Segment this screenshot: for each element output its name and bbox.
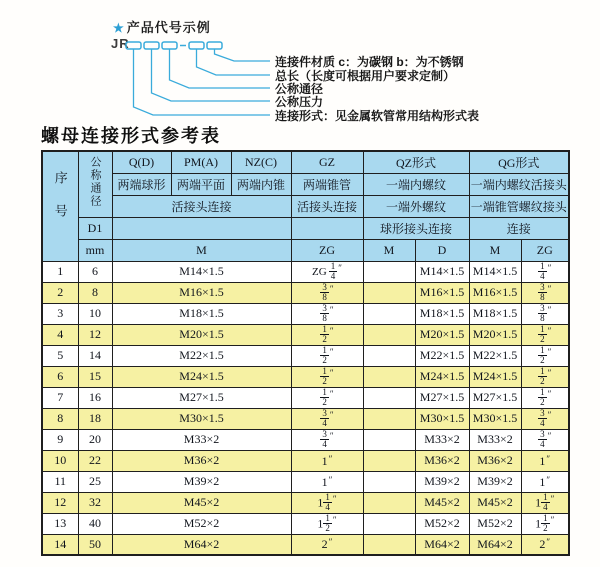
label-length: 总长（长度可根据用户要求定制） [275,69,456,83]
code-box-5 [207,42,222,49]
header-qg-m-label: M [469,239,521,261]
nut-connection-reference-table [41,150,570,556]
cell-seq: 11 [42,471,78,492]
cell-qz-d: M36×2 [415,450,469,471]
cell-seq: 8 [42,408,78,429]
header-m-label: M [112,239,291,261]
cell-m-thread: M27×1.5 [112,387,291,408]
cell-qg-zg: $\frac{1}{2}$ ″ [521,324,569,345]
cell-qz-d: M20×1.5 [415,324,469,345]
cell-m-thread: M16×1.5 [112,282,291,303]
cell-qg-zg: 1″ [521,450,569,471]
cell-gz-size: ZG $\frac{1}{4}$ ″ [291,261,363,282]
header-seq-text: 序号 [52,171,68,238]
header-pm-desc: 两端平面 [171,173,231,195]
cell-m-thread: M33×2 [112,429,291,450]
table-row [42,387,569,408]
cell-seq: 3 [42,303,78,324]
cell-dn: 12 [78,324,112,345]
cell-seq: 10 [42,450,78,471]
header-d1: D1 [78,217,112,239]
cell-qz-m [363,408,415,429]
cell-qz-m [363,387,415,408]
cell-qz-m [363,450,415,471]
cell-gz-size: 2″ [291,534,363,555]
table-row [42,303,569,324]
header-mm: mm [78,239,112,261]
cell-gz-size: $\frac{3}{4}$ ″ [291,429,363,450]
cell-gz-size: $\frac{3}{4}$ ″ [291,408,363,429]
cell-qg-zg: $\frac{1}{4}$ ″ [521,261,569,282]
cell-qg-m: M27×1.5 [469,387,521,408]
cell-qg-zg: 1 $\frac{1}{4}$ ″ [521,492,569,513]
header-qg-conn: 连接 [469,217,569,239]
header-gz-desc: 两端锥管 [291,173,363,195]
cell-qg-m: M52×2 [469,513,521,534]
product-code-prefix: JR [111,36,130,51]
table-body [42,261,569,555]
cell-qg-m: M36×2 [469,450,521,471]
cell-qg-m: M14×1.5 [469,261,521,282]
cell-qz-m [363,282,415,303]
cell-seq: 6 [42,366,78,387]
cell-gz-size: 1 $\frac{1}{4}$ ″ [291,492,363,513]
cell-qg-zg: $\frac{1}{2}$ ″ [521,366,569,387]
cell-qg-zg: $\frac{3}{4}$ ″ [521,429,569,450]
cell-qz-m [363,492,415,513]
cell-gz-size: 1″ [291,471,363,492]
header-qg-desc1: 一端内螺纹活接头 [469,173,569,195]
cell-m-thread: M36×2 [112,450,291,471]
table-row [42,366,569,387]
header-qg-zg-label: ZG [521,239,569,261]
cell-qz-m [363,471,415,492]
cell-qg-m: M64×2 [469,534,521,555]
cell-dn: 14 [78,345,112,366]
cell-m-thread: M64×2 [112,534,291,555]
cell-m-thread: M14×1.5 [112,261,291,282]
cell-qz-m [363,345,415,366]
cell-m-thread: M22×1.5 [112,345,291,366]
header-col-gz: GZ [291,151,363,173]
cell-qg-m: M33×2 [469,429,521,450]
cell-seq: 7 [42,387,78,408]
cell-qz-m [363,324,415,345]
cell-qz-m [363,429,415,450]
diagram-heading-text: 产品代号示例 [126,20,211,35]
cell-gz-size: $\frac{1}{2}$ ″ [291,345,363,366]
cell-qz-d: M64×2 [415,534,469,555]
cell-dn: 32 [78,492,112,513]
header-seq [42,151,78,261]
cell-qz-m [363,261,415,282]
cell-gz-size: $\frac{3}{8}$ ″ [291,282,363,303]
cell-seq: 13 [42,513,78,534]
label-dn: 公称通径 [275,82,324,96]
cell-gz-size: 1 $\frac{1}{2}$ ″ [291,513,363,534]
cell-gz-size: 1″ [291,450,363,471]
cell-qz-d: M18×1.5 [415,303,469,324]
cell-qz-d: M22×1.5 [415,345,469,366]
cell-qz-d: M16×1.5 [415,282,469,303]
cell-dn: 50 [78,534,112,555]
cell-dn: 8 [78,282,112,303]
cell-dn: 6 [78,261,112,282]
cell-qz-d: M45×2 [415,492,469,513]
cell-qz-m [363,534,415,555]
table-row [42,282,569,303]
header-dn [78,151,112,217]
table-row [42,450,569,471]
cell-qz-d: M14×1.5 [415,261,469,282]
table-row [42,534,569,555]
star-icon: ★ [113,21,125,35]
cell-qg-m: M20×1.5 [469,324,521,345]
header-gz-union: 活接头连接 [291,195,363,217]
cell-seq: 4 [42,324,78,345]
cell-qz-m [363,513,415,534]
cell-m-thread: M45×2 [112,492,291,513]
cell-seq: 5 [42,345,78,366]
header-col-pm: PM(A) [171,151,231,173]
cell-qz-d: M52×2 [415,513,469,534]
label-pn: 公称压力 [275,95,324,109]
cell-dn: 15 [78,366,112,387]
header-blank-gz [291,217,363,239]
cell-qg-zg: $\frac{1}{2}$ ″ [521,345,569,366]
table-row [42,513,569,534]
code-box-3 [162,42,177,49]
cell-qz-d: M39×2 [415,471,469,492]
header-qg-desc2: 一端锥管螺纹接头 [469,195,569,217]
table-row [42,492,569,513]
cell-qg-m: M30×1.5 [469,408,521,429]
cell-qz-d: M30×1.5 [415,408,469,429]
cell-seq: 14 [42,534,78,555]
header-nz-desc: 两端内锥 [231,173,291,195]
header-qz-desc2: 一端外螺纹 [363,195,469,217]
cell-dn: 10 [78,303,112,324]
table-row [42,429,569,450]
cell-qz-d: M27×1.5 [415,387,469,408]
code-box-2 [144,42,159,49]
cell-qg-m: M39×2 [469,471,521,492]
cell-seq: 1 [42,261,78,282]
cell-dn: 25 [78,471,112,492]
header-col-q: Q(D) [112,151,171,173]
header-qz-d-label: D [415,239,469,261]
cell-qg-m: M18×1.5 [469,303,521,324]
header-col-nz: NZ(C) [231,151,291,173]
header-col-qg: QG形式 [469,151,569,173]
cell-qg-zg: 1″ [521,471,569,492]
cell-qg-zg: $\frac{1}{2}$ ″ [521,387,569,408]
header-qz-conn: 球形接头连接 [363,217,469,239]
cell-qg-zg: $\frac{3}{8}$ ″ [521,303,569,324]
page-title: 螺母连接形式参考表 [41,126,221,146]
cell-seq: 12 [42,492,78,513]
table-row [42,471,569,492]
header-qz-desc1: 一端内螺纹 [363,173,469,195]
cell-qg-m: M22×1.5 [469,345,521,366]
cell-dn: 18 [78,408,112,429]
callout-line-material [215,49,271,61]
cell-qg-m: M45×2 [469,492,521,513]
cell-dn: 40 [78,513,112,534]
header-blank-m [112,217,291,239]
label-conn-form: 连接形式：见金属软管常用结构形式表 [275,109,480,123]
cell-qg-zg: 1 $\frac{1}{2}$ ″ [521,513,569,534]
cell-m-thread: M24×1.5 [112,366,291,387]
cell-qg-m: M16×1.5 [469,282,521,303]
header-dn-text: 公称通径 [89,156,101,209]
table-row [42,345,569,366]
code-box-1 [126,42,141,49]
callout-line-dn [170,49,271,88]
cell-dn: 16 [78,387,112,408]
table-row [42,324,569,345]
header-q-desc: 两端球形 [112,173,171,195]
cell-qg-zg: 2″ [521,534,569,555]
header-qz-m-label: M [363,239,415,261]
header-zg-label: ZG [291,239,363,261]
cell-m-thread: M52×2 [112,513,291,534]
cell-dn: 20 [78,429,112,450]
table-header [42,151,569,261]
cell-m-thread: M30×1.5 [112,408,291,429]
code-box-4 [189,42,204,49]
cell-m-thread: M18×1.5 [112,303,291,324]
cell-seq: 9 [42,429,78,450]
cell-gz-size: $\frac{1}{2}$ ″ [291,324,363,345]
cell-qg-zg: $\frac{3}{8}$ ″ [521,282,569,303]
cell-qg-m: M24×1.5 [469,366,521,387]
cell-qz-m [363,303,415,324]
cell-qz-d: M24×1.5 [415,366,469,387]
cell-qg-zg: $\frac{3}{4}$ ″ [521,408,569,429]
cell-m-thread: M39×2 [112,471,291,492]
cell-gz-size: $\frac{1}{2}$ ″ [291,387,363,408]
cell-seq: 2 [42,282,78,303]
header-union-conn: 活接头连接 [112,195,291,217]
header-col-qz: QZ形式 [363,151,469,173]
cell-gz-size: $\frac{3}{8}$ ″ [291,303,363,324]
cell-dn: 22 [78,450,112,471]
label-material: 连接件材质 c：为碳钢 b：为不锈钢 [275,55,464,69]
cell-m-thread: M20×1.5 [112,324,291,345]
callout-line-conn-form [134,49,271,115]
table-row [42,408,569,429]
cell-qz-d: M33×2 [415,429,469,450]
cell-qz-m [363,366,415,387]
cell-gz-size: $\frac{1}{2}$ ″ [291,366,363,387]
table-row [42,261,569,282]
callout-line-length [197,49,271,75]
